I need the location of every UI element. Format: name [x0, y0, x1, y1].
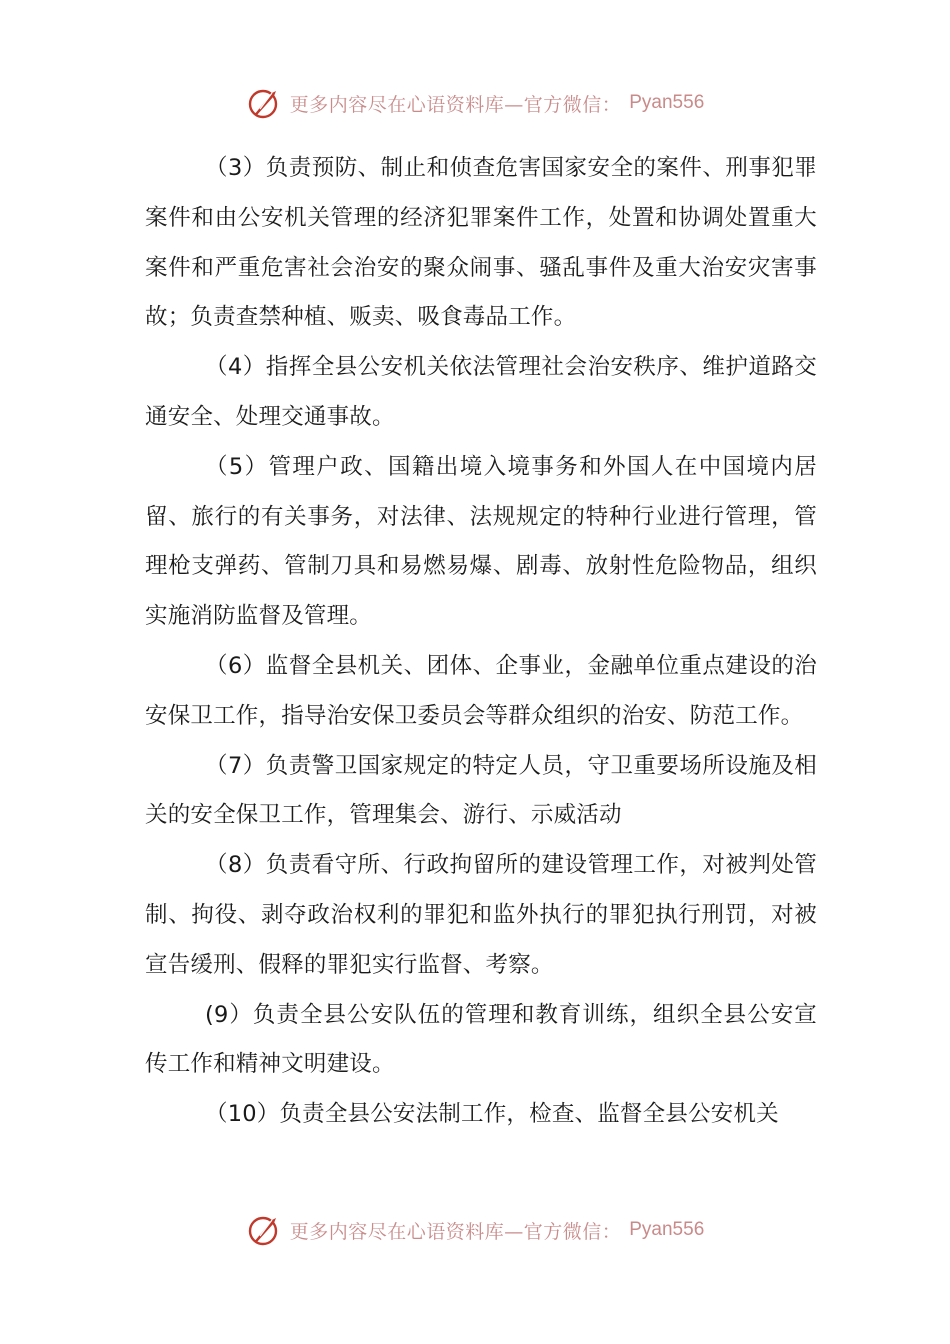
document-body: [145, 144, 817, 1140]
watermark-handle: Pyan556: [629, 92, 705, 113]
paragraph-4: （4）指挥全县公安机关依法管理社会治安秩序、维护道路交通安全、处理交通事故。: [145, 354, 817, 430]
watermark-text: 更多内容尽在心语资料库—官方微信：: [289, 1220, 622, 1243]
watermark-handle: Pyan556: [629, 1219, 705, 1240]
paragraph-5: （5）管理户政、国籍出境入境事务和外国人在中国境内居留、旅行的有关事务，对法律、法规规定的特种行业进行管理，管理枪支弹药、管制刀具和易燃易爆、剧毒、放射性危险物品，组织实施消防监督及管理。: [145, 453, 817, 630]
paragraph-6: （6）监督全县机关、团体、企事业，金融单位重点建设的治安保卫工作，指导治安保卫委员会等群众组织的治安、防范工作。: [145, 652, 817, 729]
footer-watermark: [0, 1210, 950, 1250]
quill-pen-icon: [246, 1212, 282, 1248]
header-watermark: [0, 83, 950, 123]
paragraph-3: （3）负责预防、制止和侦查危害国家安全的案件、刑事犯罪案件和由公安机关管理的经济犯罪案件工作，处置和协调处置重大案件和严重危害社会治安的聚众闹事、骚乱事件及重大治安灾害事故；负责查禁种植、贩卖、吸食毒品工作。: [145, 155, 817, 331]
watermark-text: 更多内容尽在心语资料库—官方微信：: [289, 93, 622, 116]
paragraph-7: （7）负责警卫国家规定的特定人员，守卫重要场所设施及相关的安全保卫工作，管理集会、游行、示威活动: [145, 752, 817, 829]
paragraph-8: （8）负责看守所、行政拘留所的建设管理工作，对被判处管制、拘役、剥夺政治权利的罪犯和监外执行的罪犯执行刑罚，对被宣告缓刑、假释的罪犯实行监督、考察。: [145, 852, 817, 978]
quill-pen-icon: [246, 85, 282, 121]
paragraph-10: （10）负责全县公安法制工作，检查、监督全县公安机关: [205, 1101, 779, 1128]
paragraph-9: (9）负责全县公安队伍的管理和教育训练，组织全县公安宣传工作和精神文明建设。: [145, 1001, 817, 1078]
